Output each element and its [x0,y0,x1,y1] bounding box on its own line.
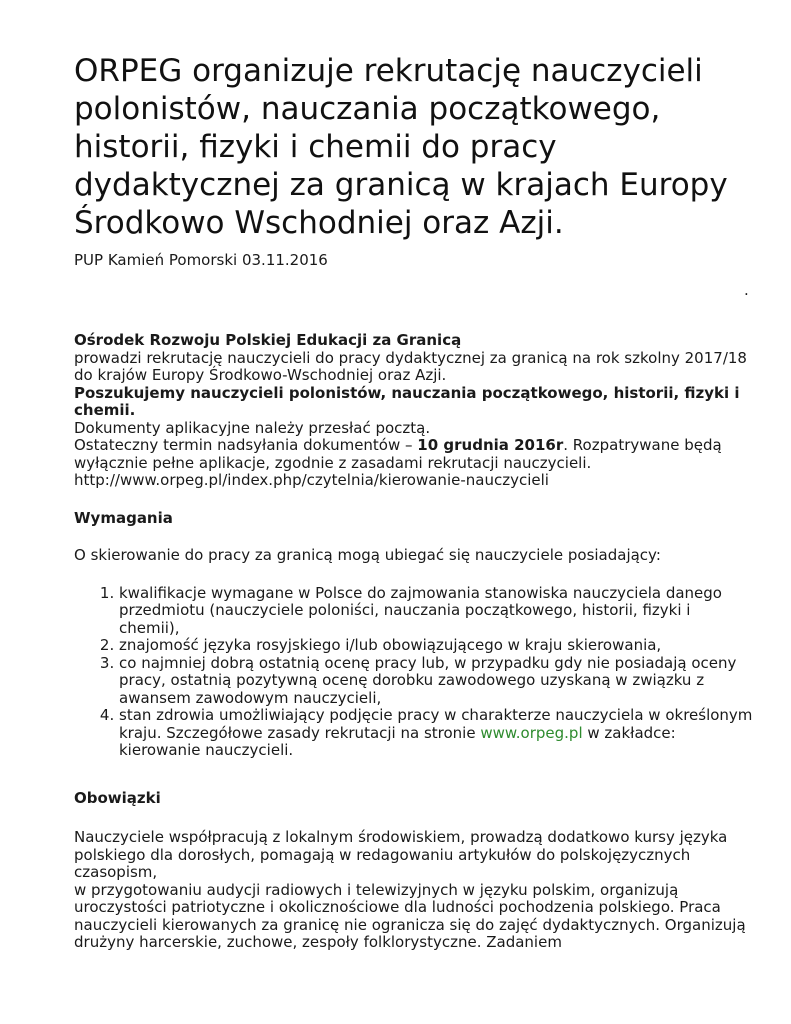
seeking-statement: Poszukujemy nauczycieli polonistów, nauczania początkowego, historii, fizyki i chemii. [74,383,740,419]
deadline-paragraph [74,437,754,472]
requirements-lead: O skierowanie do pracy za granicą mogą ubiegać się nauczyciele posiadający: [74,546,661,564]
list-item: 2. znajomość języka rosyjskiego i/lub obowiązującego w kraju skierowania, [119,637,754,655]
page-title: ORPEG organizuje rekrutację nauczycieli polonistów, nauczania początkowego, historii, fizyki i chemii do pracy dydaktycznej za granicą w krajach Europy Środkowo Wschodniej oraz Azji. [74,53,728,241]
list-item: 1. kwalifikacje wymagane w Polsce do zajmowania stanowiska nauczyciela danego przedmiotu (nauczyciele poloniści, nauczania początkowego, historii, fizyki i chemii), [119,585,754,638]
intro-line-1: prowadzi rekrutację nauczycieli do pracy dydaktycznej za granicą na rok szkolny 2017/18 [74,348,747,367]
docs-instruction: Dokumenty aplikacyjne należy przesłać pocztą. [74,418,431,437]
requirements-heading: Wymagania [74,508,173,527]
list-item: 3. co najmniej dobrą ostatnią ocenę pracy lub, w przypadku gdy nie posiadają oceny pracy, ostatnią pozytywną ocenę dorobku zawodowego uzyskaną w związku z awansem zawodowym nauczycieli, [119,655,754,708]
duties-paragraph-1: Nauczyciele współpracują z lokalnym środowiskiem, prowadzą dodatkowo kursy języka polskiego dla dorosłych, pomagają w redagowaniu artykułów do polskojęzycznych czasopism, [74,828,728,881]
list-item [119,707,754,760]
org-name: Ośrodek Rozwoju Polskiej Edukacji za Granicą [74,331,462,349]
deadline-prefix: Ostateczny termin nadsyłania dokumentów – [74,436,418,454]
duties-paragraph-2: w przygotowaniu audycji radiowych i telewizyjnych w języku polskim, organizują uroczystości patriotyczne i okolicznościowe dla ludności pochodzenia polskiego. Praca nauczycieli kierowanych za granicę nie ogranicza się do zajęć dydaktycznych. Organizują drużyny harcerskie, zuchowe, zespoły folklorystyczne. Zadaniem [74,880,746,951]
orpeg-link[interactable]: www.orpeg.pl [480,723,583,742]
deadline-suffix: . Rozpatrywane będą wyłącznie pełne aplikacje, zgodnie z zasadami rekrutacji nauczycieli. [74,436,722,472]
item4-suffix: w zakładce: kierowanie nauczycieli. [119,723,676,759]
recruitment-url: http://www.orpeg.pl/index.php/czytelnia/kierowanie-nauczycieli [74,471,549,489]
item4-prefix: stan zdrowia umożliwiający podjęcie pracy w charakterze nauczyciela w określonym kraju. Szczegółowe zasady rekrutacji na stronie [119,706,753,742]
source-date: PUP Kamień Pomorski 03.11.2016 [74,251,328,269]
duties-heading: Obowiązki [74,788,161,807]
requirements-list [74,585,754,760]
separator-dot: . [744,281,749,299]
intro-line-2: do krajów Europy Środkowo-Wschodniej oraz Azji. [74,366,447,384]
article-body [74,332,754,952]
deadline-date: 10 grudnia 2016r [417,436,564,454]
